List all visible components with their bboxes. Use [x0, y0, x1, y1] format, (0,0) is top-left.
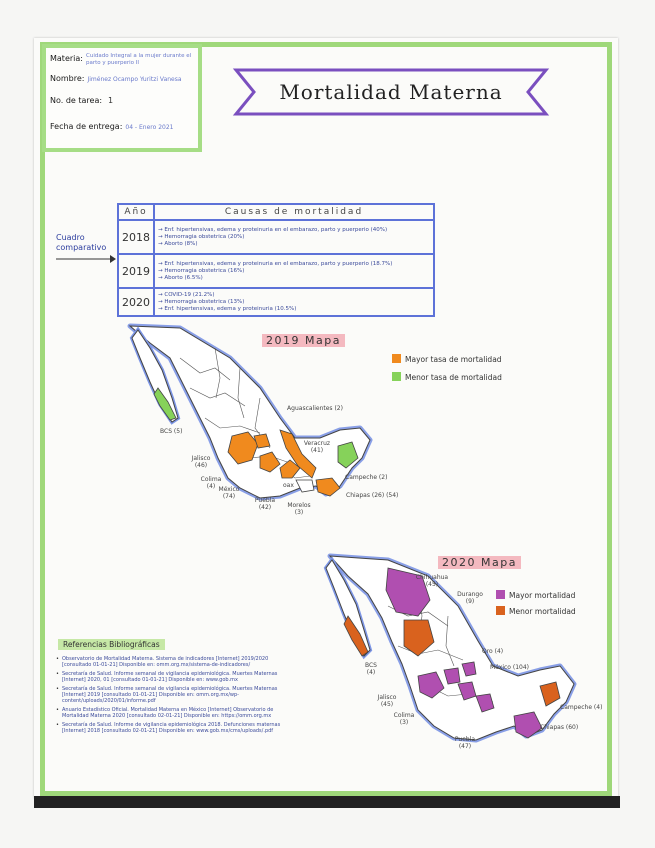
page-title: Mortalidad Materna — [279, 80, 503, 104]
materia-label: Materia: — [50, 54, 83, 63]
tarea-label: No. de tarea: — [50, 96, 103, 105]
cause-item: → Hemorragia obstetrica (13%) — [158, 298, 245, 305]
label-colima-2019: Colima (4) — [200, 476, 222, 490]
label-puebla-2019: Puebla (42) — [254, 497, 276, 511]
row-causes — [154, 254, 434, 288]
row-year: 2019 — [118, 254, 154, 288]
header-info-box — [42, 44, 202, 152]
label-puebla-2020: Puebla (47) — [454, 736, 476, 750]
cause-item: → Aborto (8%) — [158, 240, 198, 247]
mexico-map-2019 — [120, 318, 380, 518]
label-jalisco-2019: Jalisco (46) — [191, 455, 211, 469]
cuadro-label-line2: comparativo — [56, 243, 107, 252]
row-year: 2018 — [118, 220, 154, 254]
nombre-value: Jiménez Ocampo Yuritzi Vanesa — [87, 76, 182, 83]
header-causes: Causas de mortalidad — [154, 204, 434, 220]
label-mexico-2020: México (104) — [490, 664, 529, 671]
map-2019-title: 2019 Mapa — [262, 334, 345, 347]
label-mexico-2019: México (74) — [218, 486, 240, 500]
legend-menor-2019 — [392, 372, 502, 382]
cause-item: → Aborto (6.5%) — [158, 274, 203, 281]
table-row — [118, 254, 434, 288]
table-row — [118, 220, 434, 254]
reference-item: • Secretaría de Salud. Informe de vigilancia epidemiológica 2018. Defunciones maternas [Internet] 2018 [consultado 02-01-21] Disponible en: www.gob.mx/cms/uploads/.pdf — [56, 722, 296, 735]
cause-item: → COVID-19 (21.2%) — [158, 291, 215, 298]
table-header-row — [118, 204, 434, 220]
label-durango-2020: Durango (9) — [457, 591, 483, 605]
title-banner — [232, 66, 550, 118]
arrow-icon — [56, 254, 116, 264]
reference-item: • Secretaría de Salud. Informe semanal de vigilancia epidemiológica. Muertes Maternas [Internet] 2019 [consultado 01-01-21] Disponible en: omm.org.mx/wp-content/uploads/2020/01/informe.pdf — [56, 686, 296, 705]
bottom-edge — [34, 796, 620, 808]
label-colima-2020: Colima (3) — [393, 712, 415, 726]
cause-item: → Enf. hipertensivas, edema y proteinuria en el embarazo, parto y puerperio (40%) — [158, 226, 388, 233]
tarea-value: 1 — [108, 96, 114, 105]
label-aguascalientes-2019: Aguascalientes (2) — [287, 405, 343, 412]
label-morelos-2019: Morelos (3) — [287, 502, 311, 516]
legend-swatch — [392, 372, 401, 381]
nombre-line — [50, 74, 182, 83]
cuadro-label-line1: Cuadro — [56, 233, 85, 242]
references-section — [48, 632, 296, 736]
label-chiapas-2020: Chiapas (60) — [540, 724, 579, 731]
materia-line — [50, 54, 83, 63]
label-chiapas-2019: Chiapas (26) (54) — [346, 492, 399, 499]
table-row — [118, 288, 434, 316]
label-bcs-2020: BCS (4) — [364, 662, 377, 676]
row-causes — [154, 288, 434, 316]
label-campeche-2019: Campeche (2) — [345, 474, 388, 481]
reference-item: • Secretaría de Salud. Informe semanal de vigilancia epidemiológica. Muertes Maternas [Internet] 2020, 01 [consultado 01-01-21] Disponible en: www.gob.mx — [56, 671, 296, 684]
reference-item: • Anuario Estadístico Oficial. Mortalidad Materna en México [Internet] Observatorio de Mortalidad Materna 2020 [consultado 02-01-21] Disponible en: https://omm.org.mx — [56, 707, 296, 720]
label-jalisco-2020: Jalisco (45) — [377, 694, 397, 708]
label-veracruz-2019: Veracruz (41) — [303, 440, 331, 454]
label-campeche-2020: Campeche (4) — [560, 704, 603, 711]
fecha-label: Fecha de entrega: — [50, 122, 123, 131]
legend-mayor-2019 — [392, 354, 502, 364]
tarea-line — [50, 96, 113, 105]
row-year: 2020 — [118, 288, 154, 316]
reference-item: • Observatorio de Mortalidad Materna. Sistema de indicadores [Internet] 2019/2020 [consultado 01-01-21] Disponible en: omm.org.mx/sistema-de-indicadores/ — [56, 656, 296, 669]
references-list — [48, 656, 296, 734]
references-title: Referencias Bibliográficas — [58, 639, 165, 650]
legend-label: Mayor tasa de mortalidad — [405, 355, 502, 364]
legend-label: Menor tasa de mortalidad — [405, 373, 502, 382]
cause-item: → Hemorragia obstetrica (16%) — [158, 267, 245, 274]
mortality-table — [117, 203, 435, 317]
label-qro-2020: Qro (4) — [482, 648, 504, 655]
fecha-line — [50, 122, 173, 131]
legend-label: Menor mortalidad — [509, 607, 576, 616]
row-causes — [154, 220, 434, 254]
label-bcs-2019: BCS (5) — [160, 428, 183, 435]
legend-swatch — [392, 354, 401, 363]
legend-label: Mayor mortalidad — [509, 591, 576, 600]
materia-value: Cuidado Integral a la mujer durante el parto y puerperio II — [86, 53, 192, 66]
map-2020-title: 2020 Mapa — [438, 556, 521, 569]
fecha-value: 04 - Enero 2021 — [125, 124, 174, 131]
nombre-label: Nombre: — [50, 74, 85, 83]
label-oax-2019: oax — [283, 482, 294, 489]
label-chihuahua-2020: Chihuahua (45) — [415, 574, 449, 588]
cause-item: → Hemorragia obstetrica (20%) — [158, 233, 245, 240]
cuadro-comparativo-label — [56, 233, 106, 253]
cause-item: → Enf. hipertensivas, edema y proteinuria en el embarazo, parto y puerperio (18.7%) — [158, 260, 393, 267]
header-year: Año — [118, 204, 154, 220]
cause-item: → Enf. hipertensivas, edema y proteinuria (10.5%) — [158, 305, 297, 312]
